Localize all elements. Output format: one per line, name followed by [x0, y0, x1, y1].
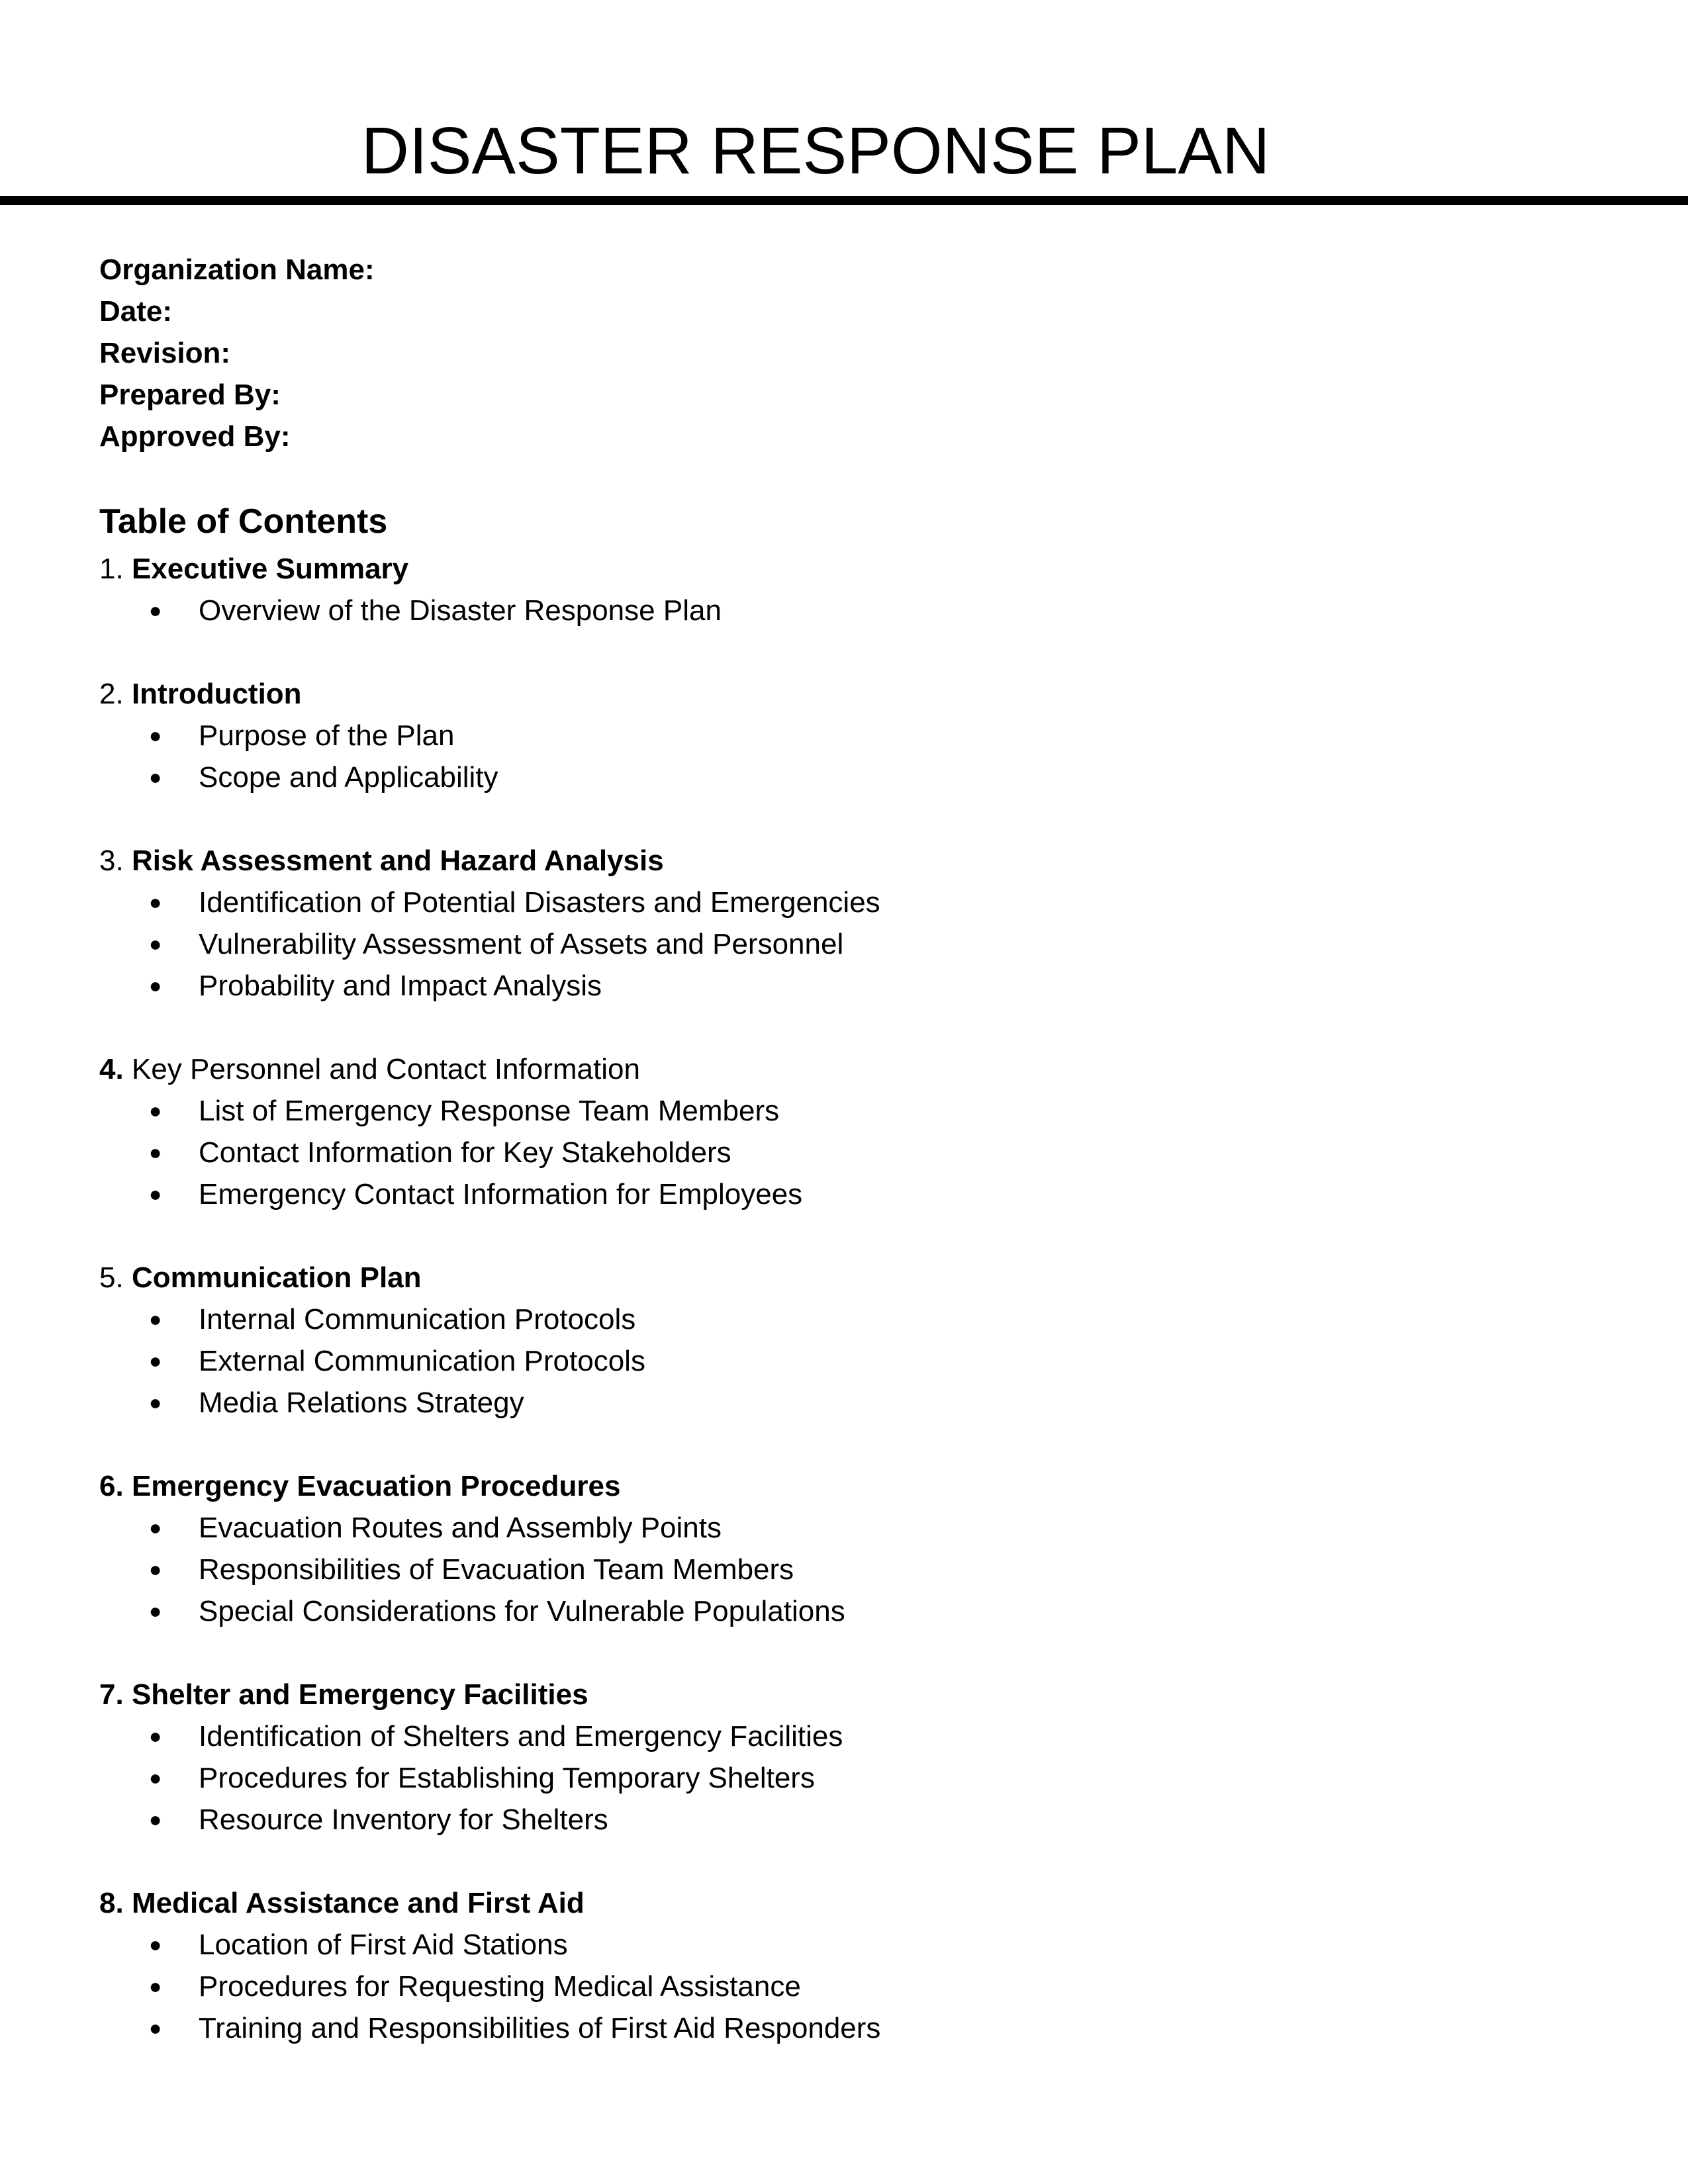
revision-label: Revision:	[99, 337, 231, 369]
section-item-list	[99, 715, 1589, 798]
bullet-icon: ●	[149, 1974, 162, 1998]
section-item-list	[99, 1507, 1589, 1632]
bullet-icon: ●	[149, 1807, 162, 1831]
section-number: 5.	[99, 1261, 124, 1294]
section-number: 1.	[99, 553, 124, 585]
list-item	[99, 1090, 1589, 1132]
bullet-icon: ●	[149, 1140, 162, 1164]
document-metadata	[99, 249, 1026, 457]
section-item-list	[99, 1715, 1589, 1841]
page-title: DISASTER RESPONSE PLAN	[361, 114, 1270, 188]
section-title: Communication Plan	[131, 1261, 422, 1294]
section-title: Key Personnel and Contact Information	[131, 1053, 640, 1085]
list-item	[99, 1507, 1589, 1549]
list-item	[99, 882, 1589, 923]
approved-by-label: Approved By:	[99, 420, 291, 453]
list-item	[99, 2007, 1589, 2049]
section-heading	[99, 840, 1589, 882]
list-item-text: Contact Information for Key Stakeholders	[199, 1136, 731, 1169]
list-item	[99, 1757, 1589, 1799]
section-heading	[99, 1257, 1589, 1298]
section-item-list	[99, 590, 1589, 631]
organization-name-label: Organization Name:	[99, 253, 375, 286]
section-number: 6.	[99, 1470, 124, 1502]
toc-section-medical-assistance	[99, 1882, 1589, 2049]
toc-section-shelter-facilities	[99, 1674, 1589, 1841]
list-item-text: Media Relations Strategy	[199, 1387, 524, 1419]
toc-section-communication-plan	[99, 1257, 1589, 1424]
list-item-text: Internal Communication Protocols	[199, 1303, 636, 1336]
toc-section-executive-summary	[99, 548, 1589, 631]
bullet-icon: ●	[149, 765, 162, 789]
section-heading	[99, 1674, 1589, 1715]
bullet-icon: ●	[149, 1349, 162, 1373]
list-item	[99, 590, 1589, 631]
table-of-contents	[99, 495, 1589, 2091]
section-item-list	[99, 882, 1589, 1007]
list-item	[99, 1590, 1589, 1632]
list-item	[99, 1715, 1589, 1757]
bullet-icon: ●	[149, 1516, 162, 1539]
section-number: 2.	[99, 678, 124, 710]
bullet-icon: ●	[149, 1766, 162, 1790]
list-item-text: Emergency Contact Information for Employees	[199, 1178, 803, 1210]
bullet-icon: ●	[149, 1182, 162, 1206]
list-item-text: External Communication Protocols	[199, 1345, 645, 1377]
list-item-text: Identification of Shelters and Emergency Facilities	[199, 1720, 843, 1752]
list-item-text: Procedures for Establishing Temporary Shelters	[199, 1762, 815, 1794]
bullet-icon: ●	[149, 1307, 162, 1331]
section-title: Risk Assessment and Hazard Analysis	[131, 844, 664, 877]
bullet-icon: ●	[149, 974, 162, 997]
bullet-icon: ●	[149, 932, 162, 956]
toc-section-risk-assessment	[99, 840, 1589, 1007]
section-number: 7.	[99, 1678, 124, 1711]
list-item	[99, 1549, 1589, 1590]
toc-section-key-personnel	[99, 1048, 1589, 1215]
list-item-text: Vulnerability Assessment of Assets and Personnel	[199, 928, 844, 960]
section-title: Medical Assistance and First Aid	[131, 1887, 585, 1919]
section-title: Shelter and Emergency Facilities	[131, 1678, 588, 1711]
list-item-text: Purpose of the Plan	[199, 719, 455, 752]
list-item	[99, 715, 1589, 756]
toc-section-introduction	[99, 673, 1589, 798]
list-item-text: Training and Responsibilities of First Aid Responders	[199, 2012, 881, 2044]
bullet-icon: ●	[149, 1390, 162, 1414]
prepared-by-label: Prepared By:	[99, 379, 281, 411]
list-item-text: Scope and Applicability	[199, 761, 498, 794]
list-item-text: Responsibilities of Evacuation Team Members	[199, 1553, 794, 1586]
list-item	[99, 756, 1589, 798]
list-item	[99, 1966, 1589, 2007]
section-heading	[99, 1465, 1589, 1507]
list-item	[99, 1173, 1589, 1215]
section-heading	[99, 548, 1589, 590]
bullet-icon: ●	[149, 1933, 162, 1956]
list-item	[99, 1132, 1589, 1173]
list-item-text: Special Considerations for Vulnerable Populations	[199, 1595, 845, 1627]
bullet-icon: ●	[149, 1599, 162, 1623]
list-item-text: Identification of Potential Disasters and Emergencies	[199, 886, 880, 919]
section-item-list	[99, 1090, 1589, 1215]
list-item-text: Overview of the Disaster Response Plan	[199, 594, 722, 627]
date-label: Date:	[99, 295, 173, 328]
list-item	[99, 1382, 1589, 1424]
section-number: 8.	[99, 1887, 124, 1919]
list-item	[99, 1298, 1589, 1340]
section-title: Emergency Evacuation Procedures	[131, 1470, 621, 1502]
list-item	[99, 923, 1589, 965]
bullet-icon: ●	[149, 890, 162, 914]
toc-heading: Table of Contents	[99, 502, 388, 541]
toc-section-evacuation-procedures	[99, 1465, 1589, 1632]
section-number: 3.	[99, 844, 124, 877]
section-heading	[99, 673, 1589, 715]
bullet-icon: ●	[149, 598, 162, 622]
bullet-icon: ●	[149, 723, 162, 747]
bullet-icon: ●	[149, 1724, 162, 1748]
bullet-icon: ●	[149, 1099, 162, 1122]
list-item	[99, 1924, 1589, 1966]
list-item-text: List of Emergency Response Team Members	[199, 1095, 780, 1127]
section-item-list	[99, 1298, 1589, 1424]
section-heading	[99, 1882, 1589, 1924]
title-divider	[0, 196, 1688, 205]
list-item-text: Resource Inventory for Shelters	[199, 1803, 608, 1836]
list-item-text: Location of First Aid Stations	[199, 1929, 568, 1961]
section-title: Executive Summary	[131, 553, 409, 585]
bullet-icon: ●	[149, 2016, 162, 2040]
list-item-text: Evacuation Routes and Assembly Points	[199, 1512, 722, 1544]
list-item	[99, 965, 1589, 1007]
section-number: 4.	[99, 1053, 124, 1085]
list-item-text: Probability and Impact Analysis	[199, 970, 602, 1002]
section-title: Introduction	[131, 678, 302, 710]
list-item-text: Procedures for Requesting Medical Assistance	[199, 1970, 801, 2003]
section-heading	[99, 1048, 1589, 1090]
section-item-list	[99, 1924, 1589, 2049]
bullet-icon: ●	[149, 1557, 162, 1581]
list-item	[99, 1340, 1589, 1382]
list-item	[99, 1799, 1589, 1841]
